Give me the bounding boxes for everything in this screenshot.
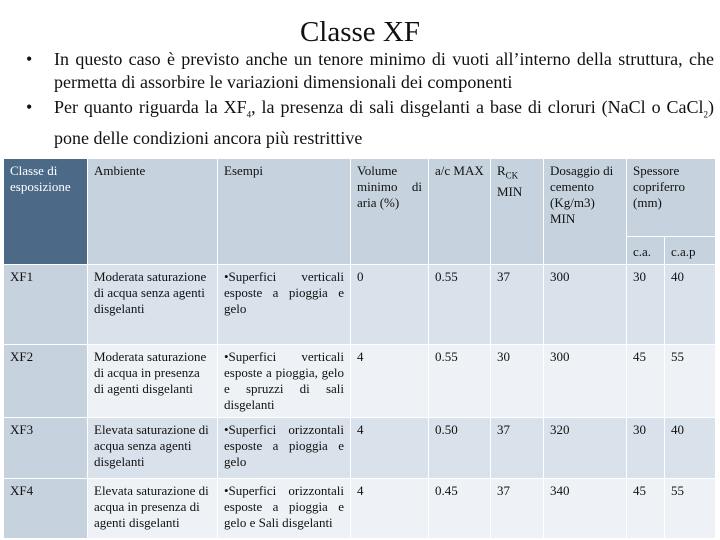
header-cap: c.a.p <box>665 237 716 265</box>
bullet-text <box>54 96 714 150</box>
cell-ca: 45 <box>627 345 665 418</box>
cell-rck: 37 <box>491 418 544 479</box>
header-rck-sub: CK <box>505 170 519 181</box>
cell-ambiente: Moderata saturazione di acqua in presenza di agenti disgelanti <box>88 345 218 418</box>
cell-ac: 0.50 <box>429 418 491 479</box>
cell-volume: 4 <box>351 345 429 418</box>
cell-ambiente: Elevata saturazione di acqua senza agenti disgelanti <box>88 418 218 479</box>
header-esempi: Esempi <box>218 159 351 265</box>
slide-title: Classe XF <box>299 16 421 48</box>
header-ca: c.a. <box>627 237 665 265</box>
cell-ca: 30 <box>627 418 665 479</box>
cell-classe: XF4 <box>4 479 88 539</box>
header-ac: a/c MAX <box>429 159 491 265</box>
cell-ac: 0.55 <box>429 345 491 418</box>
bullet-text-part: ) pone delle condizioni ancora più restrittive <box>54 97 715 148</box>
cell-ambiente: Moderata saturazione di acqua senza agenti disgelanti <box>88 265 218 345</box>
cell-ca: 45 <box>627 479 665 539</box>
cell-dosaggio: 320 <box>544 418 627 479</box>
bullet-item <box>26 96 714 150</box>
cell-volume: 4 <box>351 479 429 539</box>
bullet-list <box>26 48 714 152</box>
table-row <box>4 418 716 479</box>
cell-esempi: •Superfici orizzontali esposte a pioggia e gelo <box>218 418 351 479</box>
header-spessore: Spessore copriferro (mm) <box>627 159 716 237</box>
cell-esempi: •Superfici verticali esposte a pioggia, gelo e spruzzi di sali disgelanti <box>218 345 351 418</box>
cell-volume: 4 <box>351 418 429 479</box>
header-rck <box>491 159 544 265</box>
header-row <box>4 159 716 237</box>
cell-classe: XF2 <box>4 345 88 418</box>
bullet-dot: • <box>26 49 33 69</box>
header-dosaggio: Dosaggio di cemento (Kg/m3) MIN <box>544 159 627 265</box>
cell-cap: 55 <box>665 345 716 418</box>
subscript: 4 <box>246 109 252 120</box>
cell-esempi: •Superfici orizzontali esposte a pioggia e gelo e Sali disgelanti <box>218 479 351 539</box>
cell-dosaggio: 300 <box>544 345 627 418</box>
cell-classe: XF3 <box>4 418 88 479</box>
header-rck-tail: MIN <box>497 183 523 199</box>
cell-rck: 37 <box>491 265 544 345</box>
table-row <box>4 265 716 345</box>
bullet-text-part: Per quanto riguarda la XF <box>54 97 247 117</box>
cell-dosaggio: 300 <box>544 265 627 345</box>
bullet-text: In questo caso è previsto anche un tenore minimo di vuoti all’interno della struttura, che permetta di assorbire le variazioni dimensionali dei componenti <box>54 49 714 92</box>
header-ambiente: Ambiente <box>88 159 218 265</box>
cell-ambiente: Elevata saturazione di acqua in presenza di agenti disgelanti <box>88 479 218 539</box>
cell-classe: XF1 <box>4 265 88 345</box>
cell-volume: 0 <box>351 265 429 345</box>
cell-rck: 30 <box>491 345 544 418</box>
header-volume: Volume minimo di aria (%) <box>351 159 429 265</box>
bullet-item <box>26 48 714 94</box>
cell-ac: 0.55 <box>429 265 491 345</box>
header-rck-main: R <box>497 163 506 178</box>
table-row <box>4 479 716 539</box>
cell-rck: 37 <box>491 479 544 539</box>
subscript: 2 <box>703 109 709 120</box>
exposure-class-table <box>3 158 716 539</box>
cell-dosaggio: 340 <box>544 479 627 539</box>
table-row <box>4 345 716 418</box>
cell-ac: 0.45 <box>429 479 491 539</box>
bullet-dot: • <box>26 97 33 117</box>
cell-ca: 30 <box>627 265 665 345</box>
cell-cap: 40 <box>665 418 716 479</box>
cell-esempi: •Superfici verticali esposte a pioggia e gelo <box>218 265 351 345</box>
header-classe: Classe di esposizione <box>4 159 88 265</box>
cell-cap: 55 <box>665 479 716 539</box>
cell-cap: 40 <box>665 265 716 345</box>
bullet-text-part: , la presenza di sali disgelanti a base di cloruri (NaCl o CaCl <box>251 97 704 117</box>
